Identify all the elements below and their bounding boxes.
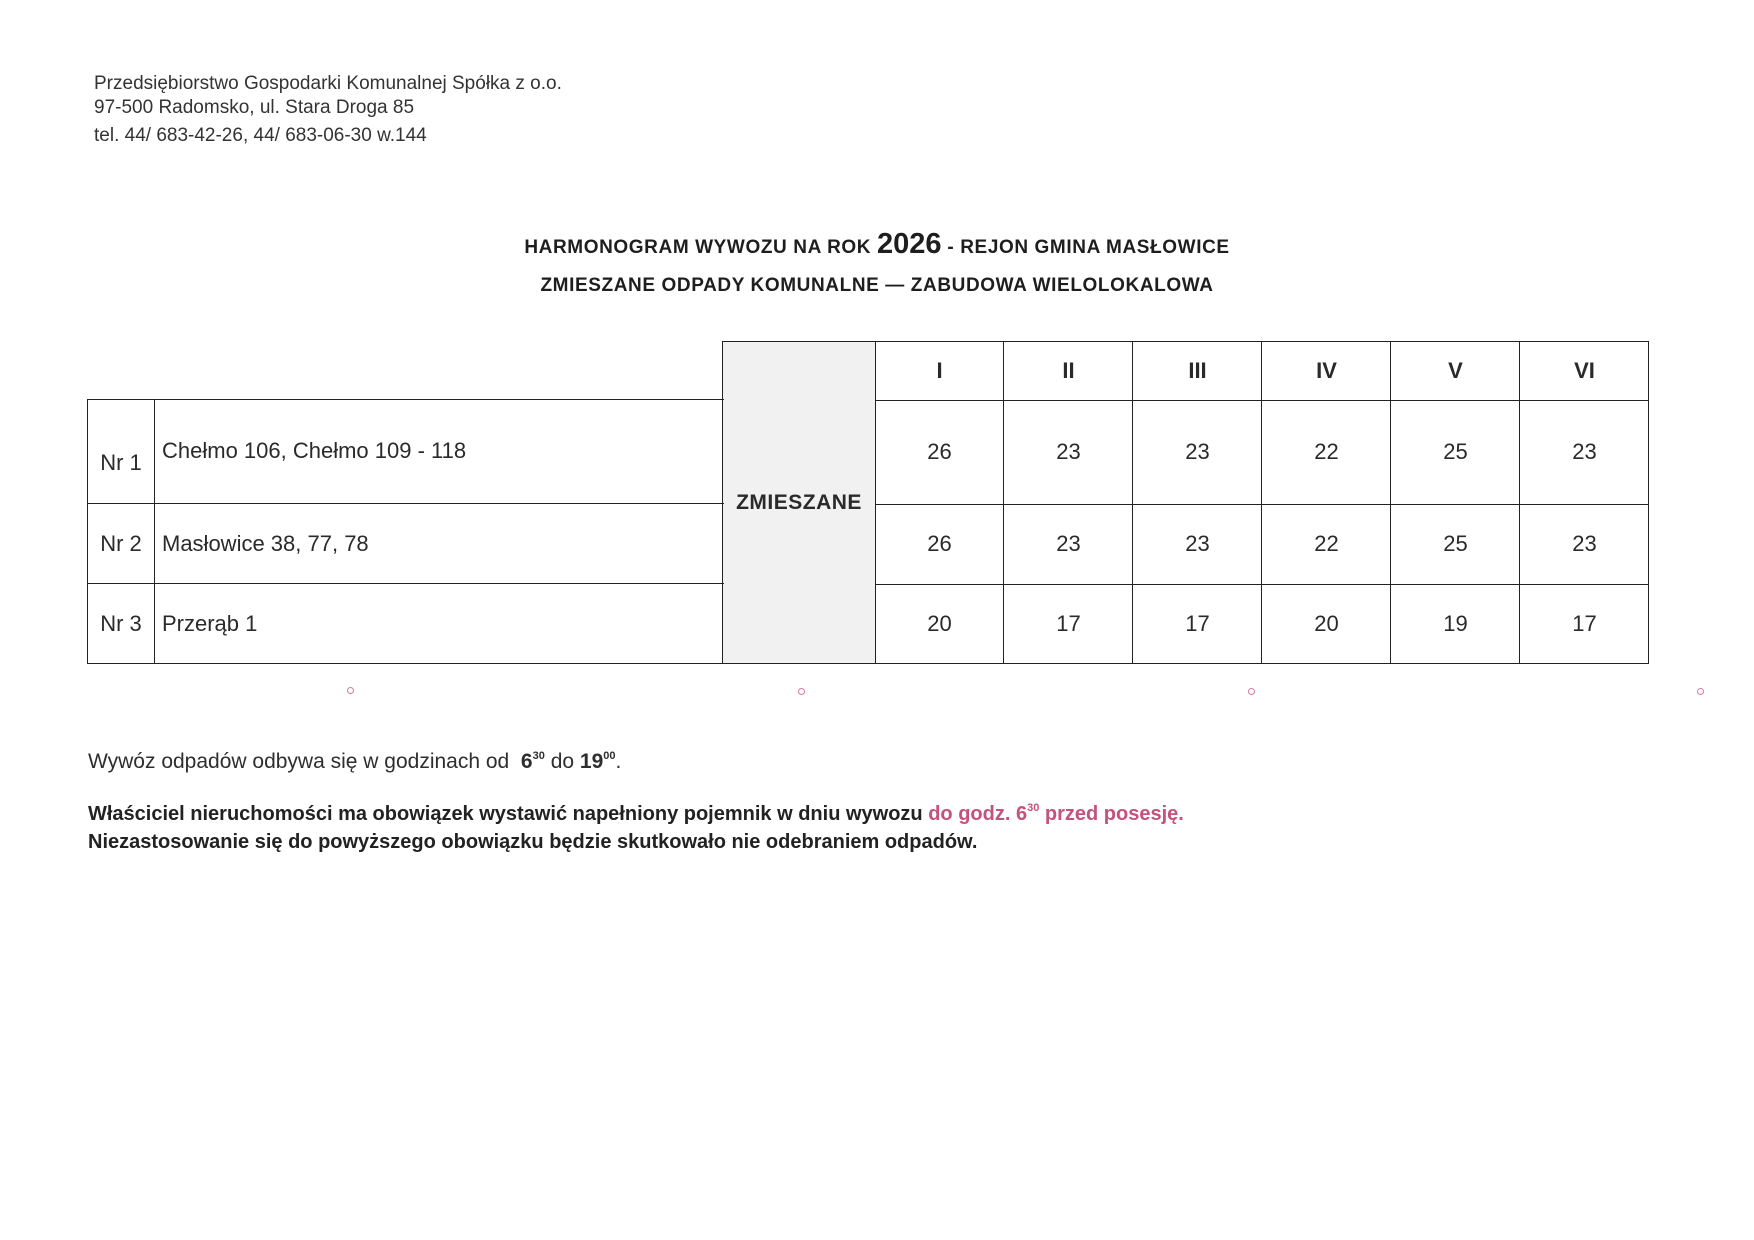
day-cell: 22 — [1314, 531, 1339, 556]
notice-deadline-minutes: 30 — [1027, 802, 1040, 814]
title-prefix: HARMONOGRAM WYWOZU NA ROK — [524, 237, 872, 258]
scan-dot — [1248, 688, 1255, 695]
row-number: Nr 3 — [100, 611, 142, 636]
owner-notice — [88, 800, 1184, 856]
day-cell: 26 — [927, 439, 952, 464]
scan-dot — [798, 688, 805, 695]
company-address: 97-500 Radomsko, ul. Stara Droga 85 — [94, 97, 415, 118]
day-cell: 17 — [1185, 611, 1210, 636]
waste-type-label: ZMIESZANE — [736, 491, 862, 514]
day-cell: 17 — [1572, 611, 1597, 636]
scan-dot — [347, 687, 354, 694]
notice-deadline — [928, 803, 1184, 825]
hours-from: 6 — [520, 750, 533, 773]
day-cell: 25 — [1443, 439, 1468, 464]
title-subtitle: ZMIESZANE ODPADY KOMUNALNE — ZABUDOWA WIELOLOKALOWA — [540, 275, 1214, 296]
month-header: VI — [1574, 358, 1595, 383]
month-header: III — [1188, 358, 1207, 383]
title-suffix: REJON GMINA MASŁOWICE — [960, 237, 1230, 258]
scan-dot — [1697, 688, 1704, 695]
day-cell: 22 — [1314, 439, 1339, 464]
title-separator: - — [947, 237, 955, 258]
day-cell: 23 — [1056, 531, 1081, 556]
row-address: Masłowice 38, 77, 78 — [162, 531, 369, 556]
notice-deadline-time: do godz. 6 — [928, 803, 1028, 825]
day-cell: 23 — [1056, 439, 1081, 464]
month-header: IV — [1316, 358, 1337, 383]
hours-from-minutes: 30 — [532, 750, 545, 762]
hours-end: . — [615, 750, 622, 773]
table-line — [154, 399, 155, 664]
company-phone: tel. 44/ 683-42-26, 44/ 683-06-30 w.144 — [94, 125, 427, 146]
month-header: I — [936, 358, 943, 383]
day-cell: 20 — [1314, 611, 1339, 636]
day-cell: 25 — [1443, 531, 1468, 556]
notice-line-1 — [88, 800, 1184, 828]
day-cell: 19 — [1443, 611, 1468, 636]
notice-line1-text: Właściciel nieruchomości ma obowiązek wystawić napełniony pojemnik w dniu wywozu — [88, 803, 923, 825]
day-cell: 23 — [1185, 531, 1210, 556]
hours-text: Wywóz odpadów odbywa się w godzinach od — [88, 750, 510, 773]
day-cell: 26 — [927, 531, 952, 556]
month-header: II — [1062, 358, 1075, 383]
day-cell: 23 — [1572, 439, 1597, 464]
day-cell: 23 — [1572, 531, 1597, 556]
title-year: 2026 — [876, 228, 942, 260]
notice-deadline-place: przed posesję. — [1044, 803, 1184, 825]
row-address: Przerąb 1 — [162, 611, 258, 636]
day-cell: 20 — [927, 611, 952, 636]
collection-hours — [88, 750, 621, 774]
month-header: V — [1448, 358, 1463, 383]
hours-to-minutes: 00 — [603, 750, 616, 762]
row-number: Nr 2 — [100, 531, 142, 556]
company-name: Przedsiębiorstwo Gospodarki Komunalnej Spółka z o.o. — [94, 73, 562, 94]
day-cell: 17 — [1056, 611, 1081, 636]
notice-line-2: Niezastosowanie się do powyższego obowiązku będzie skutkowało nie odebraniem odpadów. — [88, 831, 978, 853]
hours-to-word: do — [550, 750, 575, 773]
hours-to: 19 — [579, 750, 604, 773]
row-number: Nr 1 — [100, 450, 142, 475]
row-address: Chełmo 106, Chełmo 109 - 118 — [162, 438, 467, 463]
day-cell: 23 — [1185, 439, 1210, 464]
